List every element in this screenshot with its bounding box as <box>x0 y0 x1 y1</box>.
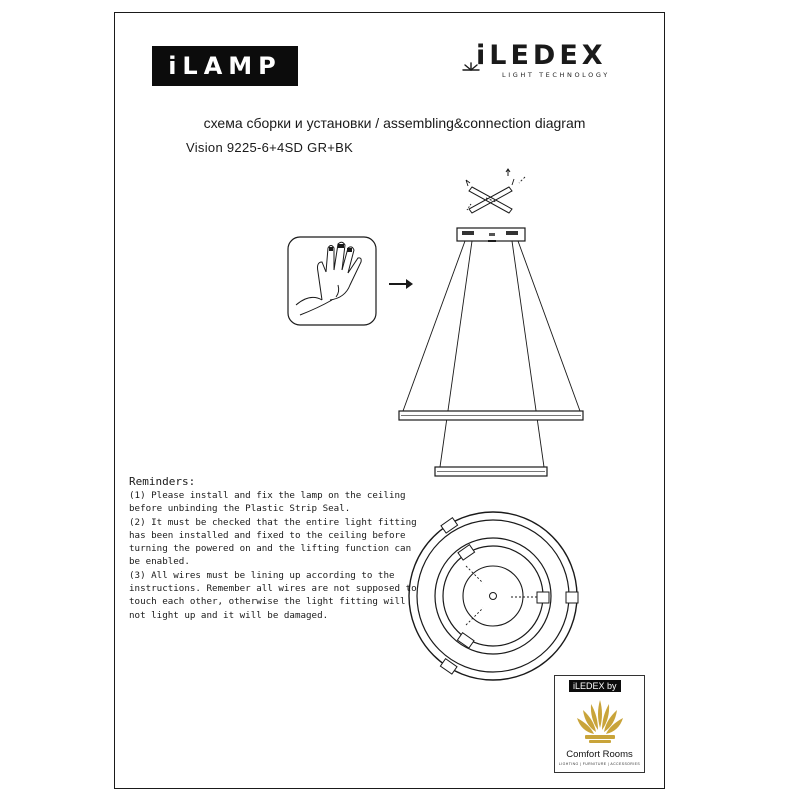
ilamp-logo: iLAMP <box>152 46 298 86</box>
glove-hand-icon <box>288 237 376 325</box>
rings-top-view <box>409 512 577 680</box>
reminder-item-2: (2) It must be checked that the entire light fitting has been installed and fixed to the ceiling before turning the powered on and the lifting function can be enabled. <box>129 516 423 568</box>
badge-brand: iLEDEX by <box>569 680 621 692</box>
iledex-wordmark: iLEDEX <box>476 40 607 71</box>
upper-ring-side <box>399 411 583 420</box>
crown-icon <box>575 694 625 746</box>
ceiling-canopy <box>457 228 525 242</box>
iledex-tagline: LIGHT TECHNOLOGY <box>502 71 610 79</box>
badge-name: Comfort Rooms <box>566 749 633 760</box>
reminders-heading: Reminders: <box>129 475 196 488</box>
reminders <box>129 475 423 622</box>
lower-ring-side <box>435 467 547 476</box>
reminder-item-1: (1) Please install and fix the lamp on the ceiling before unbinding the Plastic Strip Seal. <box>129 490 412 515</box>
reminder-item-3: (3) All wires must be lining up according to the instructions. Remember all wires are not supposed to touch each other, otherwise the light fitting will not light up and it will be damaged. <box>129 569 423 621</box>
model-number: Vision 9225-6+4SD GR+BK <box>186 140 354 155</box>
ring-spokes <box>466 566 537 625</box>
comfort-rooms-badge <box>554 675 645 773</box>
badge-tagline: LIGHTING | FURNITURE | ACCESSORIES <box>558 762 641 766</box>
page-title: схема сборки и установки / assembling&connection diagram <box>203 115 586 131</box>
ceiling-bracket-icon <box>466 169 525 213</box>
suspension-wires <box>403 241 580 467</box>
arrow-right-icon <box>389 279 413 289</box>
